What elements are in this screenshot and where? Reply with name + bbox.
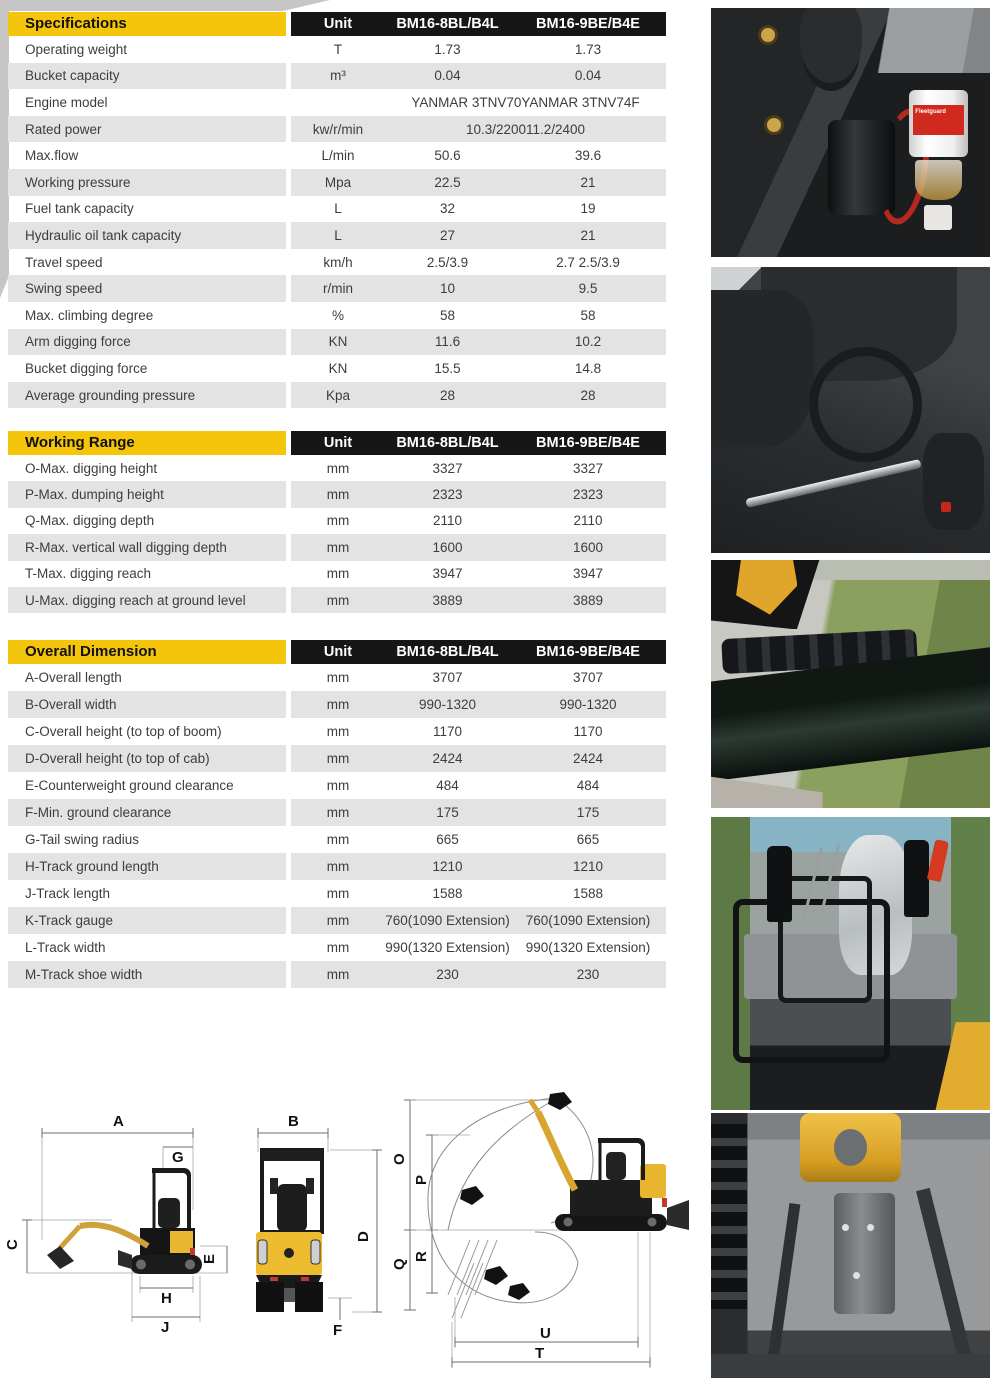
unit-cell: kw/r/min	[312, 121, 364, 137]
value-cell: 990(1320 Extension)	[385, 940, 510, 955]
unit-cell: KN	[328, 360, 348, 376]
row-label: J-Track length	[25, 886, 111, 901]
excavator-side-drawing	[47, 1168, 202, 1274]
row-values	[291, 169, 666, 196]
value-cell: 230	[576, 967, 600, 982]
dim-label-J: J	[161, 1319, 170, 1336]
table-row	[8, 691, 666, 718]
value-cell: 28	[580, 387, 596, 403]
unit-cell: mm	[326, 967, 350, 982]
row-label: C-Overall height (to top of boom)	[25, 724, 222, 739]
unit-cell: mm	[326, 832, 350, 847]
table-column-headers	[291, 431, 666, 455]
value-cell: 0.04	[434, 68, 461, 84]
table-title: Specifications	[8, 12, 286, 36]
track-links	[711, 1124, 747, 1310]
product-photo-engine-compartment	[711, 8, 990, 257]
table-row	[8, 664, 666, 691]
value-cell: 1170	[573, 724, 603, 739]
row-label: P-Max. dumping height	[8, 481, 286, 507]
grease-point	[941, 502, 951, 512]
value-cell: 58	[580, 307, 596, 323]
excavator-range-drawing	[530, 1100, 689, 1231]
value-cell: 10.2	[574, 334, 602, 350]
unit-cell: mm	[326, 539, 350, 555]
dim-label-Q: Q	[391, 1258, 408, 1270]
table-header	[8, 12, 666, 36]
roller-hub	[834, 1129, 867, 1166]
column-header-unit: Unit	[323, 435, 353, 451]
row-values	[291, 961, 666, 988]
table-row	[8, 142, 666, 169]
table-row	[8, 481, 666, 507]
value-cell: 665	[576, 832, 600, 847]
table-row	[8, 961, 666, 988]
value-cell: 1.73	[434, 41, 461, 57]
table-column-headers	[291, 12, 666, 36]
fuel-filter-label: Fleetguard	[913, 105, 963, 135]
column-header-model-1: BM16-8BL/B4L	[396, 16, 499, 32]
value-cell: 9.5	[578, 281, 598, 297]
dim-label-U: U	[540, 1325, 551, 1342]
dimension-diagrams	[0, 1090, 700, 1388]
value-cell: 3947	[432, 566, 463, 582]
table-row	[8, 587, 666, 613]
table-title: Overall Dimension	[8, 640, 286, 664]
row-values	[291, 455, 666, 481]
row-values	[291, 355, 666, 382]
unit-cell: mm	[326, 592, 350, 608]
column-header-model-2: BM16-9BE/B4E	[536, 16, 640, 32]
row-values	[291, 880, 666, 907]
value-cell: 2.5/3.9	[426, 254, 469, 270]
dim-label-R: R	[413, 1251, 430, 1262]
value-cell: 3327	[572, 460, 604, 476]
row-label: Rated power	[8, 116, 286, 143]
row-label: Average grounding pressure	[8, 382, 286, 409]
value-cell: 14.8	[574, 360, 602, 376]
frame-edge	[711, 1354, 990, 1378]
value-cell: 58	[439, 307, 456, 323]
unit-cell: r/min	[323, 281, 353, 297]
value-cell: 19	[580, 201, 596, 217]
value-cell: 32	[439, 201, 456, 217]
value-cell: 990(1320 Extension)	[525, 940, 651, 955]
bolt	[767, 118, 781, 132]
row-values	[291, 853, 666, 880]
row-values	[291, 302, 666, 329]
value-cell: 2110	[432, 513, 463, 529]
excavator-front-drawing	[256, 1150, 323, 1312]
table-row	[8, 222, 666, 249]
row-values	[291, 222, 666, 249]
column-header-model-2: BM16-9BE/B4E	[536, 435, 640, 451]
table-body	[8, 455, 666, 613]
value-cell-span: YANMAR 3TNV70YANMAR 3TNV74F	[411, 94, 640, 110]
extension-cylinder	[834, 1193, 895, 1315]
value-cell: 175	[576, 805, 600, 820]
row-label: Max.flow	[25, 148, 79, 164]
fuel-filter-cup	[924, 205, 952, 230]
unit-cell: mm	[326, 886, 350, 901]
value-cell: 2.7 2.5/3.9	[556, 254, 620, 270]
photo-highlight	[864, 8, 990, 73]
dim-label-O: O	[391, 1153, 408, 1165]
row-label: M-Track shoe width	[8, 961, 286, 988]
row-label: E-Counterweight ground clearance	[25, 778, 234, 793]
overall-dimension-table	[8, 640, 666, 988]
row-values	[291, 934, 666, 961]
row-values	[291, 508, 666, 534]
row-values	[291, 329, 666, 356]
row-values	[291, 116, 666, 143]
specifications-table	[8, 12, 666, 408]
row-label: Fuel tank capacity	[25, 201, 134, 217]
dim-label-T: T	[535, 1345, 545, 1362]
dim-label-F: F	[333, 1322, 343, 1339]
table-row	[8, 169, 666, 196]
row-label: U-Max. digging reach at ground level	[8, 587, 286, 613]
value-cell: 21	[580, 227, 596, 243]
fuel-filter-bowl	[915, 160, 962, 200]
row-values	[291, 481, 666, 507]
table-row	[8, 196, 666, 223]
row-label: Hydraulic oil tank capacity	[8, 222, 286, 249]
row-values	[291, 36, 666, 63]
row-values	[291, 664, 666, 691]
table-row	[8, 934, 666, 961]
table-body	[8, 664, 666, 988]
unit-cell: km/h	[323, 254, 353, 270]
unit-cell: T	[333, 41, 343, 57]
row-values	[291, 89, 666, 116]
unit-cell: mm	[326, 859, 350, 874]
row-label: H-Track ground length	[8, 853, 286, 880]
right-joystick	[904, 840, 929, 916]
value-cell: 50.6	[434, 148, 461, 164]
value-cell: 3889	[432, 592, 463, 608]
unit-cell: mm	[326, 724, 350, 739]
unit-cell: mm	[326, 697, 350, 712]
row-label: K-Track gauge	[8, 907, 286, 934]
row-label: D-Overall height (to top of cab)	[8, 745, 286, 772]
hydraulic-hoses	[809, 347, 922, 462]
column-header-unit: Unit	[323, 644, 353, 660]
working-range-diagram	[391, 1092, 689, 1368]
value-cell: 28	[439, 387, 456, 403]
table-row	[8, 455, 666, 481]
table-row	[8, 561, 666, 587]
row-label: F-Min. ground clearance	[8, 799, 286, 826]
table-header	[8, 640, 666, 664]
value-cell: 990-1320	[559, 697, 617, 712]
table-row	[8, 826, 666, 853]
column-header-model-1: BM16-8BL/B4L	[396, 435, 499, 451]
value-cell: 3707	[432, 670, 463, 685]
table-row	[8, 799, 666, 826]
left-joystick	[767, 846, 792, 922]
row-values	[291, 561, 666, 587]
row-values	[291, 382, 666, 409]
dim-label-G: G	[172, 1149, 184, 1166]
table-row	[8, 508, 666, 534]
table-row	[8, 275, 666, 302]
dim-label-A: A	[113, 1113, 124, 1130]
value-cell: 1.73	[574, 41, 602, 57]
value-cell: 990-1320	[418, 697, 477, 712]
table-row	[8, 718, 666, 745]
table-row	[8, 745, 666, 772]
row-values	[291, 587, 666, 613]
value-cell: 1588	[572, 886, 604, 901]
row-label: B-Overall width	[8, 691, 286, 718]
row-values	[291, 691, 666, 718]
row-values	[291, 196, 666, 223]
row-label: L-Track width	[25, 940, 106, 955]
column-header-unit: Unit	[323, 16, 353, 32]
unit-cell: mm	[326, 940, 350, 955]
row-label: Swing speed	[8, 275, 286, 302]
value-cell: 10	[439, 281, 456, 297]
value-cell: 484	[576, 778, 600, 793]
row-label: Working pressure	[8, 169, 286, 196]
row-label: G-Tail swing radius	[25, 832, 140, 847]
value-cell: 11.6	[434, 334, 461, 350]
value-cell: 230	[436, 967, 459, 982]
product-photo-operator-station	[711, 817, 990, 1110]
value-cell-span: 10.3/220011.2/2400	[465, 121, 586, 137]
boom-base	[711, 290, 814, 447]
value-cell: 3327	[432, 460, 463, 476]
row-values	[291, 907, 666, 934]
table-row	[8, 907, 666, 934]
table-row	[8, 302, 666, 329]
table-body	[8, 36, 666, 408]
row-values	[291, 63, 666, 90]
dim-label-P: P	[413, 1174, 430, 1185]
unit-cell: L	[334, 201, 342, 217]
product-photo-dozer-blade	[711, 560, 990, 808]
row-label: Bucket digging force	[25, 360, 148, 376]
row-label: Operating weight	[25, 41, 128, 57]
unit-cell: Kpa	[325, 387, 351, 403]
dim-label-D: D	[355, 1231, 372, 1242]
table-row	[8, 355, 666, 382]
row-label: Q-Max. digging depth	[25, 513, 155, 529]
unit-cell: mm	[326, 487, 350, 503]
row-values	[291, 142, 666, 169]
table-row	[8, 853, 666, 880]
row-values	[291, 275, 666, 302]
unit-cell: mm	[326, 913, 350, 928]
value-cell: 1170	[432, 724, 463, 739]
table-row	[8, 382, 666, 409]
row-values	[291, 826, 666, 853]
table-row	[8, 329, 666, 356]
row-label: T-Max. digging reach	[25, 566, 152, 582]
value-cell: 484	[436, 778, 459, 793]
value-cell: 21	[580, 174, 596, 190]
unit-cell: mm	[326, 805, 350, 820]
table-title: Working Range	[8, 431, 286, 455]
unit-cell: L	[334, 227, 342, 243]
unit-cell: mm	[326, 751, 350, 766]
side-view-diagram	[4, 1113, 227, 1336]
value-cell: 1210	[572, 859, 604, 874]
row-values	[291, 772, 666, 799]
table-row	[8, 772, 666, 799]
row-label: O-Max. digging height	[25, 460, 158, 476]
unit-cell: KN	[328, 334, 348, 350]
value-cell: 22.5	[434, 174, 461, 190]
table-row	[8, 36, 666, 63]
unit-cell: mm	[326, 513, 350, 529]
dim-label-C: C	[4, 1239, 21, 1250]
row-label: A-Overall length	[25, 670, 122, 685]
value-cell: 760(1090 Extension)	[385, 913, 510, 928]
value-cell: 2424	[572, 751, 604, 766]
value-cell: 760(1090 Extension)	[525, 913, 651, 928]
row-label: Bucket capacity	[8, 63, 286, 90]
unit-cell: L/min	[321, 148, 355, 164]
table-column-headers	[291, 640, 666, 664]
table-row	[8, 89, 666, 116]
value-cell: 27	[439, 227, 456, 243]
product-photo-undercarriage	[711, 1113, 990, 1378]
unit-cell: mm	[326, 670, 350, 685]
value-cell: 1600	[572, 539, 604, 555]
column-header-model-1: BM16-8BL/B4L	[396, 644, 499, 660]
table-row	[8, 880, 666, 907]
value-cell: 1588	[432, 886, 463, 901]
row-values	[291, 249, 666, 276]
unit-cell: %	[331, 307, 344, 323]
value-cell: 2323	[432, 487, 463, 503]
table-row	[8, 249, 666, 276]
dim-label-E: E	[201, 1253, 218, 1264]
row-label: R-Max. vertical wall digging depth	[8, 534, 286, 560]
working-range-table	[8, 431, 666, 613]
unit-cell: m³	[330, 68, 346, 84]
unit-cell: mm	[326, 460, 350, 476]
table-row	[8, 116, 666, 143]
row-label: Max. climbing degree	[25, 307, 154, 323]
cylinder-knuckle	[923, 433, 984, 530]
value-cell: 3947	[572, 566, 604, 582]
value-cell: 39.6	[574, 148, 602, 164]
dim-label-H: H	[161, 1290, 172, 1307]
row-values	[291, 799, 666, 826]
dim-label-B: B	[288, 1113, 299, 1130]
value-cell: 2323	[572, 487, 604, 503]
row-label: Travel speed	[25, 254, 103, 270]
value-cell: 3889	[572, 592, 604, 608]
value-cell: 2110	[573, 513, 603, 529]
value-cell: 1210	[432, 859, 463, 874]
row-values	[291, 534, 666, 560]
table-header	[8, 431, 666, 455]
unit-cell: mm	[326, 778, 350, 793]
row-label: Engine model	[25, 94, 108, 110]
table-row	[8, 63, 666, 90]
value-cell: 15.5	[434, 360, 461, 376]
front-view-diagram	[256, 1113, 382, 1339]
row-values	[291, 745, 666, 772]
unit-cell: mm	[326, 566, 350, 582]
value-cell: 0.04	[574, 68, 602, 84]
value-cell: 665	[436, 832, 459, 847]
product-photo-swing-cylinder	[711, 267, 990, 553]
value-cell: 2424	[432, 751, 463, 766]
row-values	[291, 718, 666, 745]
value-cell: 1600	[432, 539, 463, 555]
value-cell: 3707	[572, 670, 604, 685]
row-label: Arm digging force	[8, 329, 286, 356]
table-row	[8, 534, 666, 560]
column-header-model-2: BM16-9BE/B4E	[536, 644, 640, 660]
unit-cell: Mpa	[324, 174, 352, 190]
value-cell: 175	[436, 805, 459, 820]
